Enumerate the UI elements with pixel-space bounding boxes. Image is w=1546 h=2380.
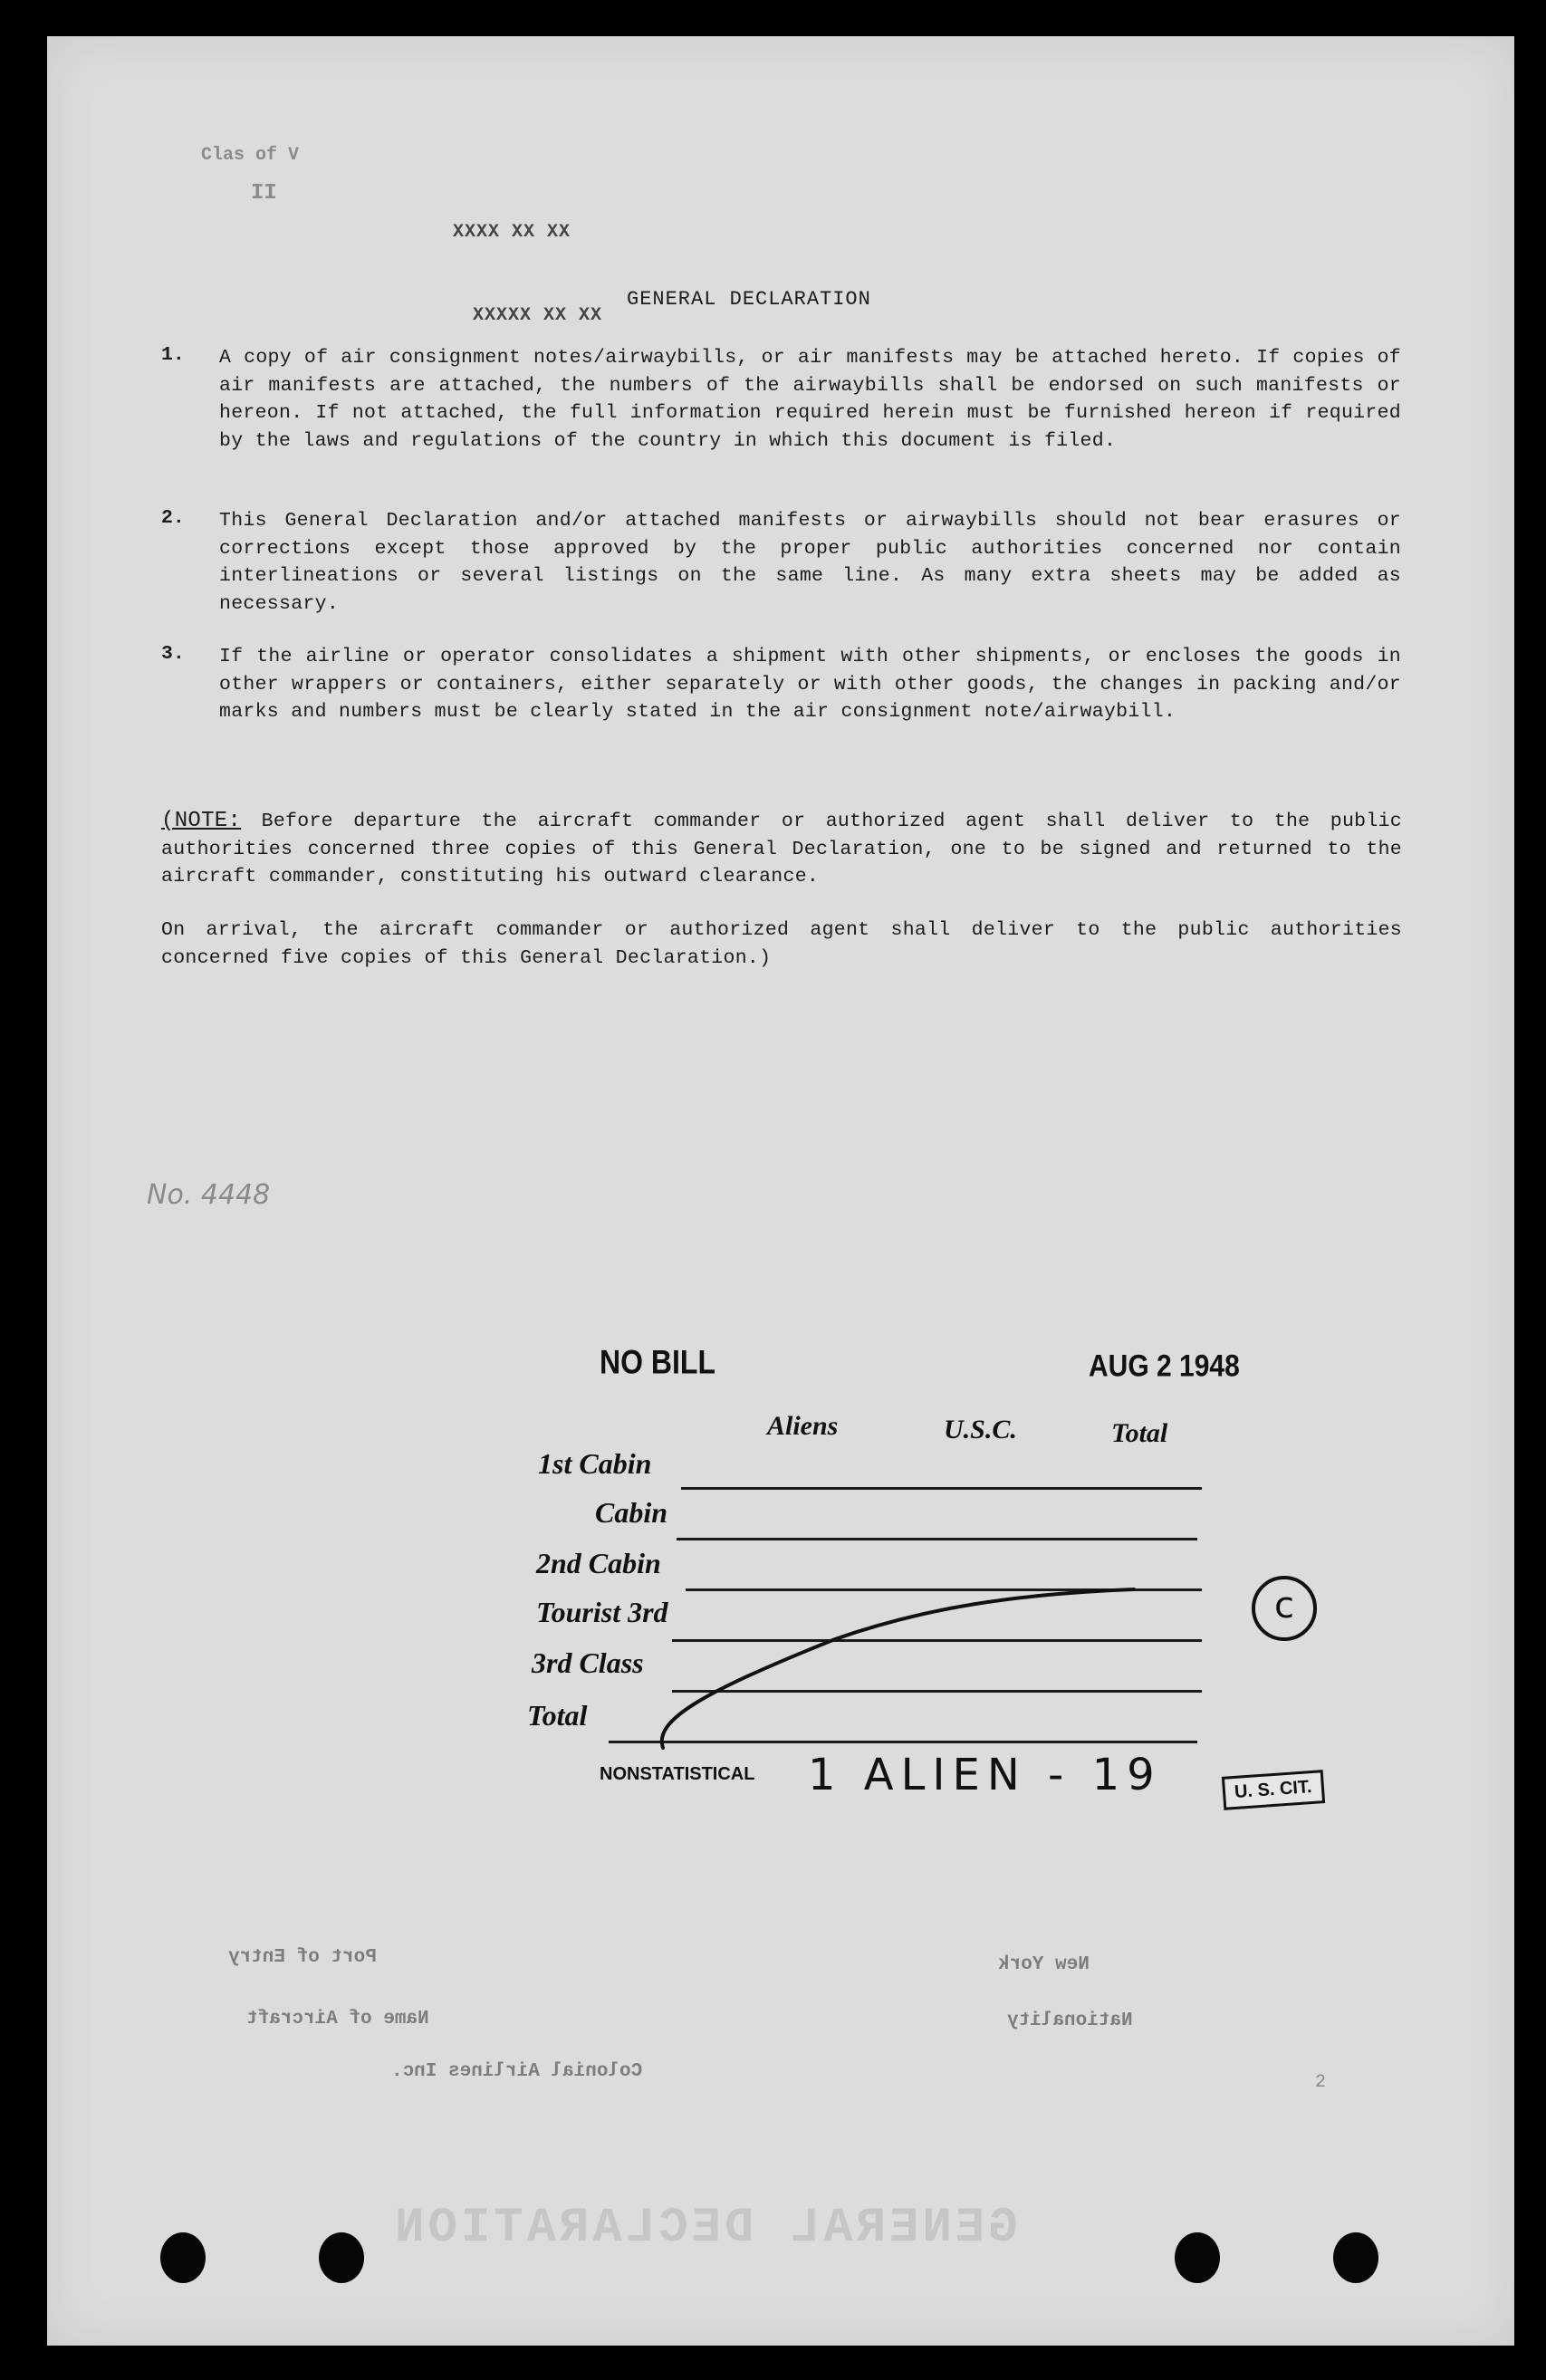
ghost-header-line-1: Clas of V [201,145,300,166]
row-label-2nd-cabin: 2nd Cabin [536,1547,661,1579]
item-text-2: This General Declaration and/or attached manifests or airwaybills should not bear erasures or corrections except those approved by the proper public authorities concerned nor contain interlineations or several listings on the same line. As many extra sheets may be added as necessary. [219,510,1401,615]
punch-hole-2 [319,2232,364,2283]
nonstatistical-label: NONSTATISTICAL [600,1764,755,1784]
note-paragraph [161,808,1402,891]
stamp-date: AUG 2 1948 [1089,1348,1240,1384]
punch-hole-4 [1333,2232,1378,2283]
margin-handwriting: No. 4448 [147,1179,271,1211]
bleed-through-port: Port of Entry [228,1947,377,1968]
row-label-1st-cabin: 1st Cabin [538,1447,652,1480]
row-label-tourist-3rd: Tourist 3rd [536,1596,668,1628]
struck-text-1: XXXX XX XX [453,222,571,243]
circled-mark: c [1252,1576,1317,1641]
arrival-paragraph: On arrival, the aircraft commander or authorized agent shall deliver to the public authorities concerned five copies of this General Declaration.) [161,919,1402,969]
bleed-through-city: New York [998,1954,1090,1975]
column-aliens: Aliens [767,1411,839,1441]
row-label-3rd-class: 3rd Class [532,1646,644,1679]
bleed-through-nationality: Nationality [1007,2011,1133,2031]
bleed-through-airline: Colonial Airlines Inc. [391,2061,643,2082]
handwritten-stroke [627,1540,1261,1775]
document-page [47,36,1514,2346]
punch-hole-1 [160,2232,206,2283]
item-text-1: A copy of air consignment notes/airwaybills, or air manifests may be attached hereto. If copies of air manifests are attached, the numbers of the airwaybills shall be endorsed on such manifests or hereon. If not attached, the full information required herein must be furnished hereon if required by the laws and regulations of the country in which this document is filed. [219,347,1401,452]
ghost-header-line-2: II [251,181,277,206]
struck-text-2: XXXXX XX XX [473,305,603,326]
item-text-3: If the airline or operator consolidates a shipment with other shipments, or encloses the goods in other wrappers or containers, either separately or with other goods, the changes in packing and/or marks and numbers must be clearly stated in the air consignment note/airwaybill. [219,646,1401,723]
row-label-cabin: Cabin [595,1496,668,1529]
declaration-title: GENERAL DECLARATION [627,288,871,311]
handwritten-alien-count: 1 ALIEN - 19 [808,1750,1162,1800]
item-number-3: 3. [161,643,185,665]
bleed-through-aircraft: Name of Aircraft [246,2009,429,2030]
us-cit-stamp: U. S. CIT. [1222,1770,1325,1810]
note-text: Before departure the aircraft commander or authorized agent shall deliver to the public authorities concerned three copies of this General Declaration, one to be signed and returned to the aircraft commander, constituting his outward clearance. [161,811,1402,888]
note-label: (NOTE: [161,809,242,833]
column-usc: U.S.C. [944,1415,1017,1444]
row-label-total: Total [527,1699,588,1732]
row-line-1st-cabin [681,1487,1202,1490]
punch-hole-3 [1175,2232,1220,2283]
no-bill-stamp: NO BILL [600,1343,715,1381]
item-number-1: 1. [161,344,185,366]
bleed-through-title: GENERAL DECLARATION [391,2201,1018,2256]
column-total: Total [1111,1418,1168,1448]
item-number-2: 2. [161,507,185,529]
page-mark: 2 [1315,2072,1327,2093]
